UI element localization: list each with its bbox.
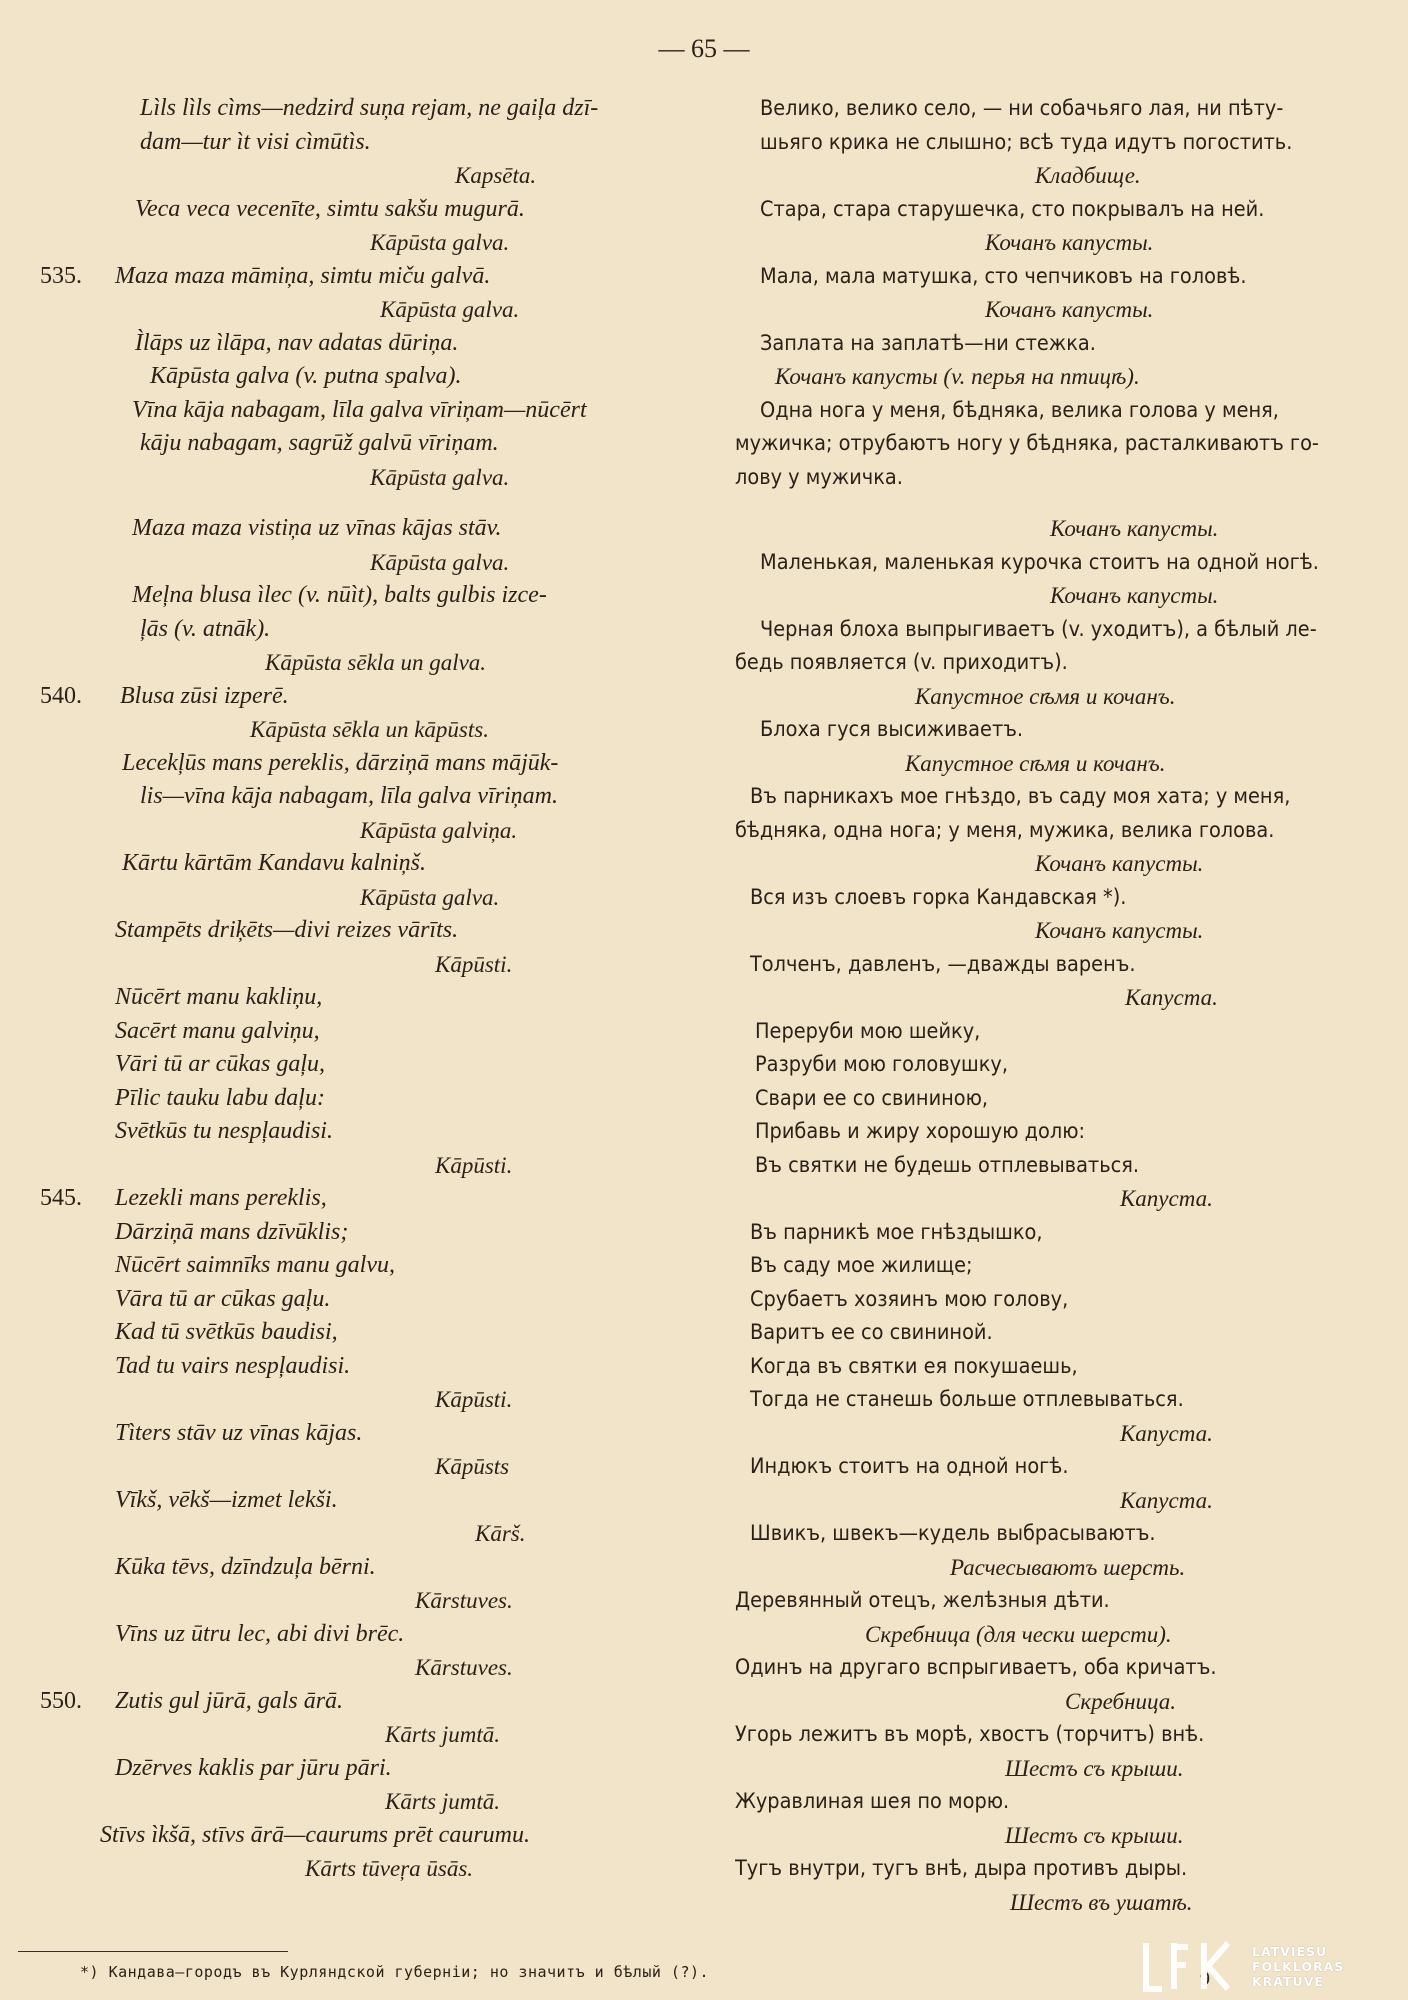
line-text: Kad tū svētkūs baudisi,: [115, 1319, 338, 1345]
line-text: Kāpūsta sēkla un galva.: [265, 650, 487, 675]
line-text: Одинъ на другаго вспрыгиваетъ, оба кричатъ.: [735, 1655, 1217, 1680]
translation-line: [735, 780, 1380, 814]
line-text: бедь появляется (v. приходитъ).: [735, 650, 1068, 675]
line-text: Dārziņā mans dzīvūklis;: [115, 1218, 349, 1245]
translation-line: [735, 1216, 1380, 1250]
line-text: Журавлиная шея по морю.: [735, 1789, 1010, 1814]
line-text: Kāpūsta sēkla un kāpūsts.: [250, 717, 489, 742]
line-text: Маленькая, маленькая курочка стоитъ на одной ногѣ.: [760, 549, 1319, 575]
riddle-line: [40, 260, 720, 294]
translation-line: [735, 394, 1380, 428]
line-text: Кочанъ капусты.: [1035, 918, 1204, 943]
line-text: Угорь лежитъ въ морѣ, хвостъ (торчитъ) внѣ.: [735, 1722, 1205, 1747]
stanza-gap: [40, 494, 720, 512]
riddle-answer: [735, 847, 1380, 881]
translation-line: [735, 1651, 1380, 1685]
riddle-answer: [735, 680, 1380, 714]
translation-line: [735, 1517, 1380, 1551]
riddle-line: [40, 914, 720, 948]
riddle-line: [40, 1417, 720, 1451]
translation-line: [735, 1048, 1380, 1082]
line-text: Въ парникѣ мое гнѣздышко,: [750, 1219, 1043, 1245]
line-text: Nūcērt manu kakliņu,: [115, 984, 323, 1010]
riddle-line: [40, 579, 720, 613]
line-text: Швикъ, швекъ—кудель выбрасываютъ.: [750, 1521, 1156, 1546]
line-text: Kāpūsts: [435, 1454, 510, 1479]
translation-line: [735, 646, 1380, 680]
line-text: Vāri tū ar cūkas gaļu,: [115, 1051, 325, 1077]
line-text: Тогда не станешь больше отплевываться.: [750, 1387, 1184, 1412]
translation-line: [735, 427, 1380, 461]
riddle-line: [40, 427, 720, 461]
line-text: бѣдняка, одна нога; у меня, мужика, велика голова.: [735, 817, 1275, 843]
line-text: Одна нога у меня, бѣдняка, велика голова у меня,: [760, 397, 1279, 423]
logo-line-3: KRĀTUVE: [1252, 1973, 1324, 1989]
line-text: Kāpūsta galva.: [360, 884, 500, 910]
line-text: Срубаетъ хозяинъ мою голову,: [750, 1286, 1069, 1312]
archive-logo: [1132, 1935, 1404, 1997]
line-text: Veca veca vecenīte, simtu sakšu mugurā.: [135, 195, 525, 222]
riddle-answer: [40, 881, 720, 915]
line-text: Шестъ въ ушатѣ.: [1010, 1889, 1193, 1915]
riddle-line: [40, 1316, 720, 1350]
riddle-answer: [735, 293, 1380, 327]
riddle-answer: [40, 1852, 720, 1886]
riddle-answer: [735, 226, 1380, 260]
line-text: Blusa zūsi izperē.: [120, 682, 289, 709]
translation-line: [735, 546, 1380, 580]
line-text: dam—tur ìt visi cìmūtìs.: [140, 128, 371, 155]
translation-line: [735, 1082, 1380, 1116]
footnote: *) Кандава—городъ въ Курляндской губерніи; но значитъ и бѣлый (?).: [80, 1963, 710, 1981]
line-text: Kapsēta.: [455, 163, 537, 188]
riddle-answer: [735, 1182, 1380, 1216]
line-text: Svētkūs tu nespļaudisi.: [115, 1118, 333, 1144]
line-text: Lìls lìls cìms—nedzird suņa rejam, ne gaiļa dzī-: [140, 95, 599, 121]
line-text: Vāra tū ar cūkas gaļu.: [115, 1285, 331, 1312]
line-text: Шестъ съ крыши.: [1005, 1755, 1184, 1781]
riddle-answer: [735, 1819, 1380, 1853]
line-text: Капуста.: [1120, 1420, 1213, 1446]
riddle-answer: [40, 1718, 720, 1752]
line-text: Капуста.: [1125, 985, 1218, 1010]
line-text: Капустное сѣмя и кочанъ.: [915, 683, 1176, 709]
line-text: Lezekli mans pereklis,: [115, 1185, 327, 1211]
riddle-line: [40, 1182, 720, 1216]
stanza-gap: [735, 494, 1380, 512]
line-text: Индюкъ стоитъ на одной ногѣ.: [750, 1454, 1069, 1479]
line-text: шьяго крика не слышно; всѣ туда идутъ погостить.: [760, 129, 1293, 155]
riddle-line: [40, 394, 720, 428]
translation-line: [735, 126, 1380, 160]
translation-line: [735, 327, 1380, 361]
line-text: Толченъ, давленъ, —дважды варенъ.: [750, 951, 1136, 977]
line-text: Капуста.: [1120, 1186, 1213, 1211]
riddle-line: [40, 1249, 720, 1283]
line-text: Кладбище.: [1035, 163, 1141, 188]
riddle-answer: [735, 981, 1380, 1015]
line-text: Свари ее со свининою,: [755, 1085, 989, 1111]
riddle-line: [40, 780, 720, 814]
riddle-answer: [735, 1685, 1380, 1719]
line-text: Kāpūsta galva.: [370, 230, 510, 255]
riddle-line: [40, 360, 720, 394]
riddle-line: [40, 1350, 720, 1384]
line-text: Варитъ ее со свининой.: [750, 1320, 993, 1345]
line-text: Въ святки не будешь отплевываться.: [755, 1152, 1140, 1178]
riddle-answer: [735, 1551, 1380, 1585]
riddle-line: [40, 1618, 720, 1652]
translation-line: [735, 1785, 1380, 1819]
riddle-line: [40, 680, 720, 714]
line-text: Кочанъ капусты.: [1035, 851, 1204, 876]
riddle-line: [40, 1752, 720, 1786]
line-text: ļās (v. atnāk).: [140, 615, 271, 642]
riddle-line: [40, 193, 720, 227]
signature-mark: 9: [1200, 1968, 1210, 1990]
riddle-answer: [40, 1584, 720, 1618]
line-text: Stampēts driķēts—divi reizes vārīts.: [115, 917, 459, 943]
riddle-answer: [40, 1785, 720, 1819]
translation-line: [735, 461, 1380, 495]
line-text: Maza maza vistiņa uz vīnas kājas stāv.: [132, 515, 502, 541]
riddle-line: [40, 512, 720, 546]
translation-line: [735, 1852, 1380, 1886]
riddle-answer: [40, 1651, 720, 1685]
line-text: kāju nabagam, sagrūž galvū vīriņam.: [140, 430, 499, 456]
line-text: Заплата на заплатѣ—ни стежка.: [760, 330, 1096, 356]
line-text: Расчесываютъ шерсть.: [950, 1554, 1186, 1580]
riddle-line: [40, 1283, 720, 1317]
riddle-answer: [735, 914, 1380, 948]
riddle-line: [40, 1484, 720, 1518]
riddle-answer: [735, 1886, 1380, 1920]
riddle-number: 550.: [40, 1687, 82, 1714]
riddle-line: [40, 981, 720, 1015]
translation-line: [735, 814, 1380, 848]
riddle-answer: [735, 1752, 1380, 1786]
riddle-line: [40, 92, 720, 126]
riddle-answer: [40, 948, 720, 982]
translation-line: [735, 260, 1380, 294]
translation-line: [735, 1115, 1380, 1149]
riddle-line: [40, 847, 720, 881]
line-text: Sacērt manu galviņu,: [115, 1017, 320, 1044]
line-text: Kāpūsti.: [435, 1152, 513, 1178]
riddle-line: [40, 1082, 720, 1116]
logo-line-2: FOLKLORAS: [1252, 1958, 1345, 1974]
line-text: Kāpūsti.: [435, 951, 513, 977]
line-text: Кочанъ капусты.: [985, 230, 1154, 255]
line-text: Meļna blusa ìlec (v. nūìt), balts gulbis izce-: [132, 582, 547, 608]
line-text: Vīkš, vēkš—izmet lekši.: [115, 1486, 338, 1513]
line-text: Капуста.: [1120, 1487, 1213, 1513]
line-text: Kārstuves.: [415, 1655, 513, 1680]
line-text: Велико, велико село, — ни собачьяго лая, ни пѣту-: [760, 96, 1284, 121]
line-text: Kāpūsta galva.: [370, 464, 510, 490]
line-text: Разруби мою головушку,: [755, 1052, 1009, 1077]
line-text: Kārts jumtā.: [385, 1789, 501, 1814]
russian-translations-column: [735, 92, 1380, 1919]
line-text: Въ саду мое жилище;: [750, 1253, 973, 1278]
riddle-answer: [40, 461, 720, 495]
line-text: Maza maza māmiņa, simtu miču galvā.: [115, 262, 491, 289]
riddle-answer: [40, 1450, 720, 1484]
translation-line: [735, 1283, 1380, 1317]
riddle-answer: [735, 159, 1380, 193]
line-text: Vīna kāja nabagam, līla galva vīriņam—nūcērt: [132, 396, 587, 423]
translation-line: [735, 948, 1380, 982]
translation-line: [735, 1015, 1380, 1049]
translation-line: [735, 881, 1380, 915]
line-text: Kārš.: [475, 1521, 526, 1546]
line-text: Тугъ внутри, тугъ внѣ, дыра противъ дыры.: [735, 1856, 1188, 1881]
line-text: lis—vīna kāja nabagam, līla galva vīriņam.: [140, 783, 558, 809]
line-text: Nūcērt saimnīks manu galvu,: [115, 1252, 395, 1278]
line-text: Kārts jumtā.: [385, 1722, 501, 1747]
riddle-answer: [40, 1383, 720, 1417]
line-text: Kārtu kārtām Kandavu kalniņš.: [122, 850, 426, 876]
line-text: Dzērves kaklis par jūru pāri.: [115, 1754, 392, 1781]
line-text: Kāpūsta galva (v. putna spalva).: [150, 363, 462, 389]
line-text: Кочанъ капусты.: [1050, 583, 1219, 608]
riddle-line: [40, 1685, 720, 1719]
riddle-line: [40, 747, 720, 781]
translation-line: [735, 193, 1380, 227]
line-text: Кочанъ капусты (v. перья на птицѣ).: [775, 364, 1140, 389]
line-text: Скребница (для чески шерсти).: [865, 1621, 1172, 1647]
translation-line: [735, 1316, 1380, 1350]
line-text: Блоха гуся высиживаетъ.: [760, 717, 1024, 742]
riddle-answer: [40, 226, 720, 260]
translation-line: [735, 1350, 1380, 1384]
line-text: Капустное сѣмя и кочанъ.: [905, 750, 1166, 776]
line-text: Кочанъ капусты.: [1050, 516, 1219, 541]
line-text: мужичка; отрубаютъ ногу у бѣдняка, расталкиваютъ го-: [735, 431, 1319, 456]
translation-line: [735, 92, 1380, 126]
riddle-answer: [735, 579, 1380, 613]
translation-line: [735, 1450, 1380, 1484]
translation-line: [735, 1149, 1380, 1183]
line-text: Kārstuves.: [415, 1588, 513, 1613]
riddle-answer: [40, 546, 720, 580]
riddle-number: 535.: [40, 262, 82, 289]
riddle-answer: [735, 1417, 1380, 1451]
line-text: Въ парникахъ мое гнѣздо, въ саду моя хата; у меня,: [750, 784, 1291, 809]
line-text: Zutis gul jūrā, gals ārā.: [115, 1687, 344, 1714]
riddle-line: [40, 1216, 720, 1250]
logo-line-1: LATVIEŠU: [1252, 1943, 1328, 1959]
riddle-answer: [735, 360, 1380, 394]
line-text: Скребница.: [1065, 1688, 1177, 1714]
line-text: Kāpūsta galva.: [380, 297, 520, 322]
line-text: Kāpūsta galva.: [370, 549, 510, 575]
riddle-answer: [40, 814, 720, 848]
line-text: Pīlic tauku labu daļu:: [115, 1084, 325, 1111]
riddle-line: [40, 1048, 720, 1082]
line-text: Переруби мою шейку,: [755, 1018, 981, 1044]
riddle-number: 545.: [40, 1185, 82, 1211]
riddle-line: [40, 1015, 720, 1049]
riddle-line: [40, 1115, 720, 1149]
footnote-divider: [18, 1951, 288, 1952]
line-text: Стара, стара старушечка, сто покрывалъ на ней.: [760, 196, 1265, 222]
translation-line: [735, 1718, 1380, 1752]
riddle-line: [40, 613, 720, 647]
riddle-answer: [735, 1618, 1380, 1652]
riddle-answer: [40, 159, 720, 193]
riddle-answer: [40, 1517, 720, 1551]
translation-line: [735, 1383, 1380, 1417]
riddle-line: [40, 1551, 720, 1585]
line-text: Stīvs ìkšā, stīvs ārā—caurums prēt caurumu.: [100, 1821, 530, 1848]
translation-line: [735, 1584, 1380, 1618]
translation-line: [735, 713, 1380, 747]
line-text: Vīns uz ūtru lec, abi divi brēc.: [115, 1620, 405, 1647]
riddle-answer: [40, 713, 720, 747]
line-text: Ìlāps uz ìlāpa, nav adatas dūriņa.: [135, 329, 459, 356]
line-text: Вся изъ слоевъ горка Кандавская *).: [750, 884, 1127, 910]
line-text: Lecekļūs mans pereklis, dārziņā mans mājūk-: [122, 749, 559, 776]
line-text: Прибавь и жиру хорошую долю:: [755, 1119, 1086, 1144]
lfk-logo-icon: [1132, 1937, 1242, 1995]
translation-line: [735, 613, 1380, 647]
riddle-number: 540.: [40, 682, 82, 709]
logo-text: [1252, 1944, 1344, 1989]
riddle-answer: [735, 512, 1380, 546]
riddle-answer: [40, 293, 720, 327]
line-text: Tìters stāv uz vīnas kājas.: [115, 1419, 363, 1446]
line-text: Kārts tūveŗa ūsās.: [305, 1856, 474, 1881]
riddle-line: [40, 327, 720, 361]
line-text: Kūka tēvs, dzīndzuļa bērni.: [115, 1553, 376, 1580]
riddle-answer: [40, 1149, 720, 1183]
line-text: лову у мужичка.: [735, 464, 903, 490]
riddle-answer: [40, 646, 720, 680]
line-text: Кочанъ капусты.: [985, 297, 1154, 322]
page-number: — 65 —: [658, 34, 750, 63]
riddle-answer: [735, 747, 1380, 781]
riddle-line: [40, 1819, 720, 1853]
line-text: Деревянный отецъ, желѣзныя дѣти.: [735, 1588, 1110, 1613]
latvian-riddles-column: [40, 92, 720, 1886]
line-text: Черная блоха выпрыгиваетъ (v. уходитъ), а бѣлый ле-: [760, 616, 1317, 642]
line-text: Когда въ святки ея покушаешь,: [750, 1353, 1078, 1379]
line-text: Kāpūsta galviņa.: [360, 817, 518, 843]
line-text: Мала, мала матушка, сто чепчиковъ на головѣ.: [760, 263, 1247, 289]
translation-line: [735, 1249, 1380, 1283]
line-text: Tad tu vairs nespļaudisi.: [115, 1352, 351, 1379]
line-text: Шестъ съ крыши.: [1005, 1822, 1184, 1848]
riddle-line: [40, 126, 720, 160]
riddle-answer: [735, 1484, 1380, 1518]
line-text: Kāpūsti.: [435, 1387, 513, 1412]
